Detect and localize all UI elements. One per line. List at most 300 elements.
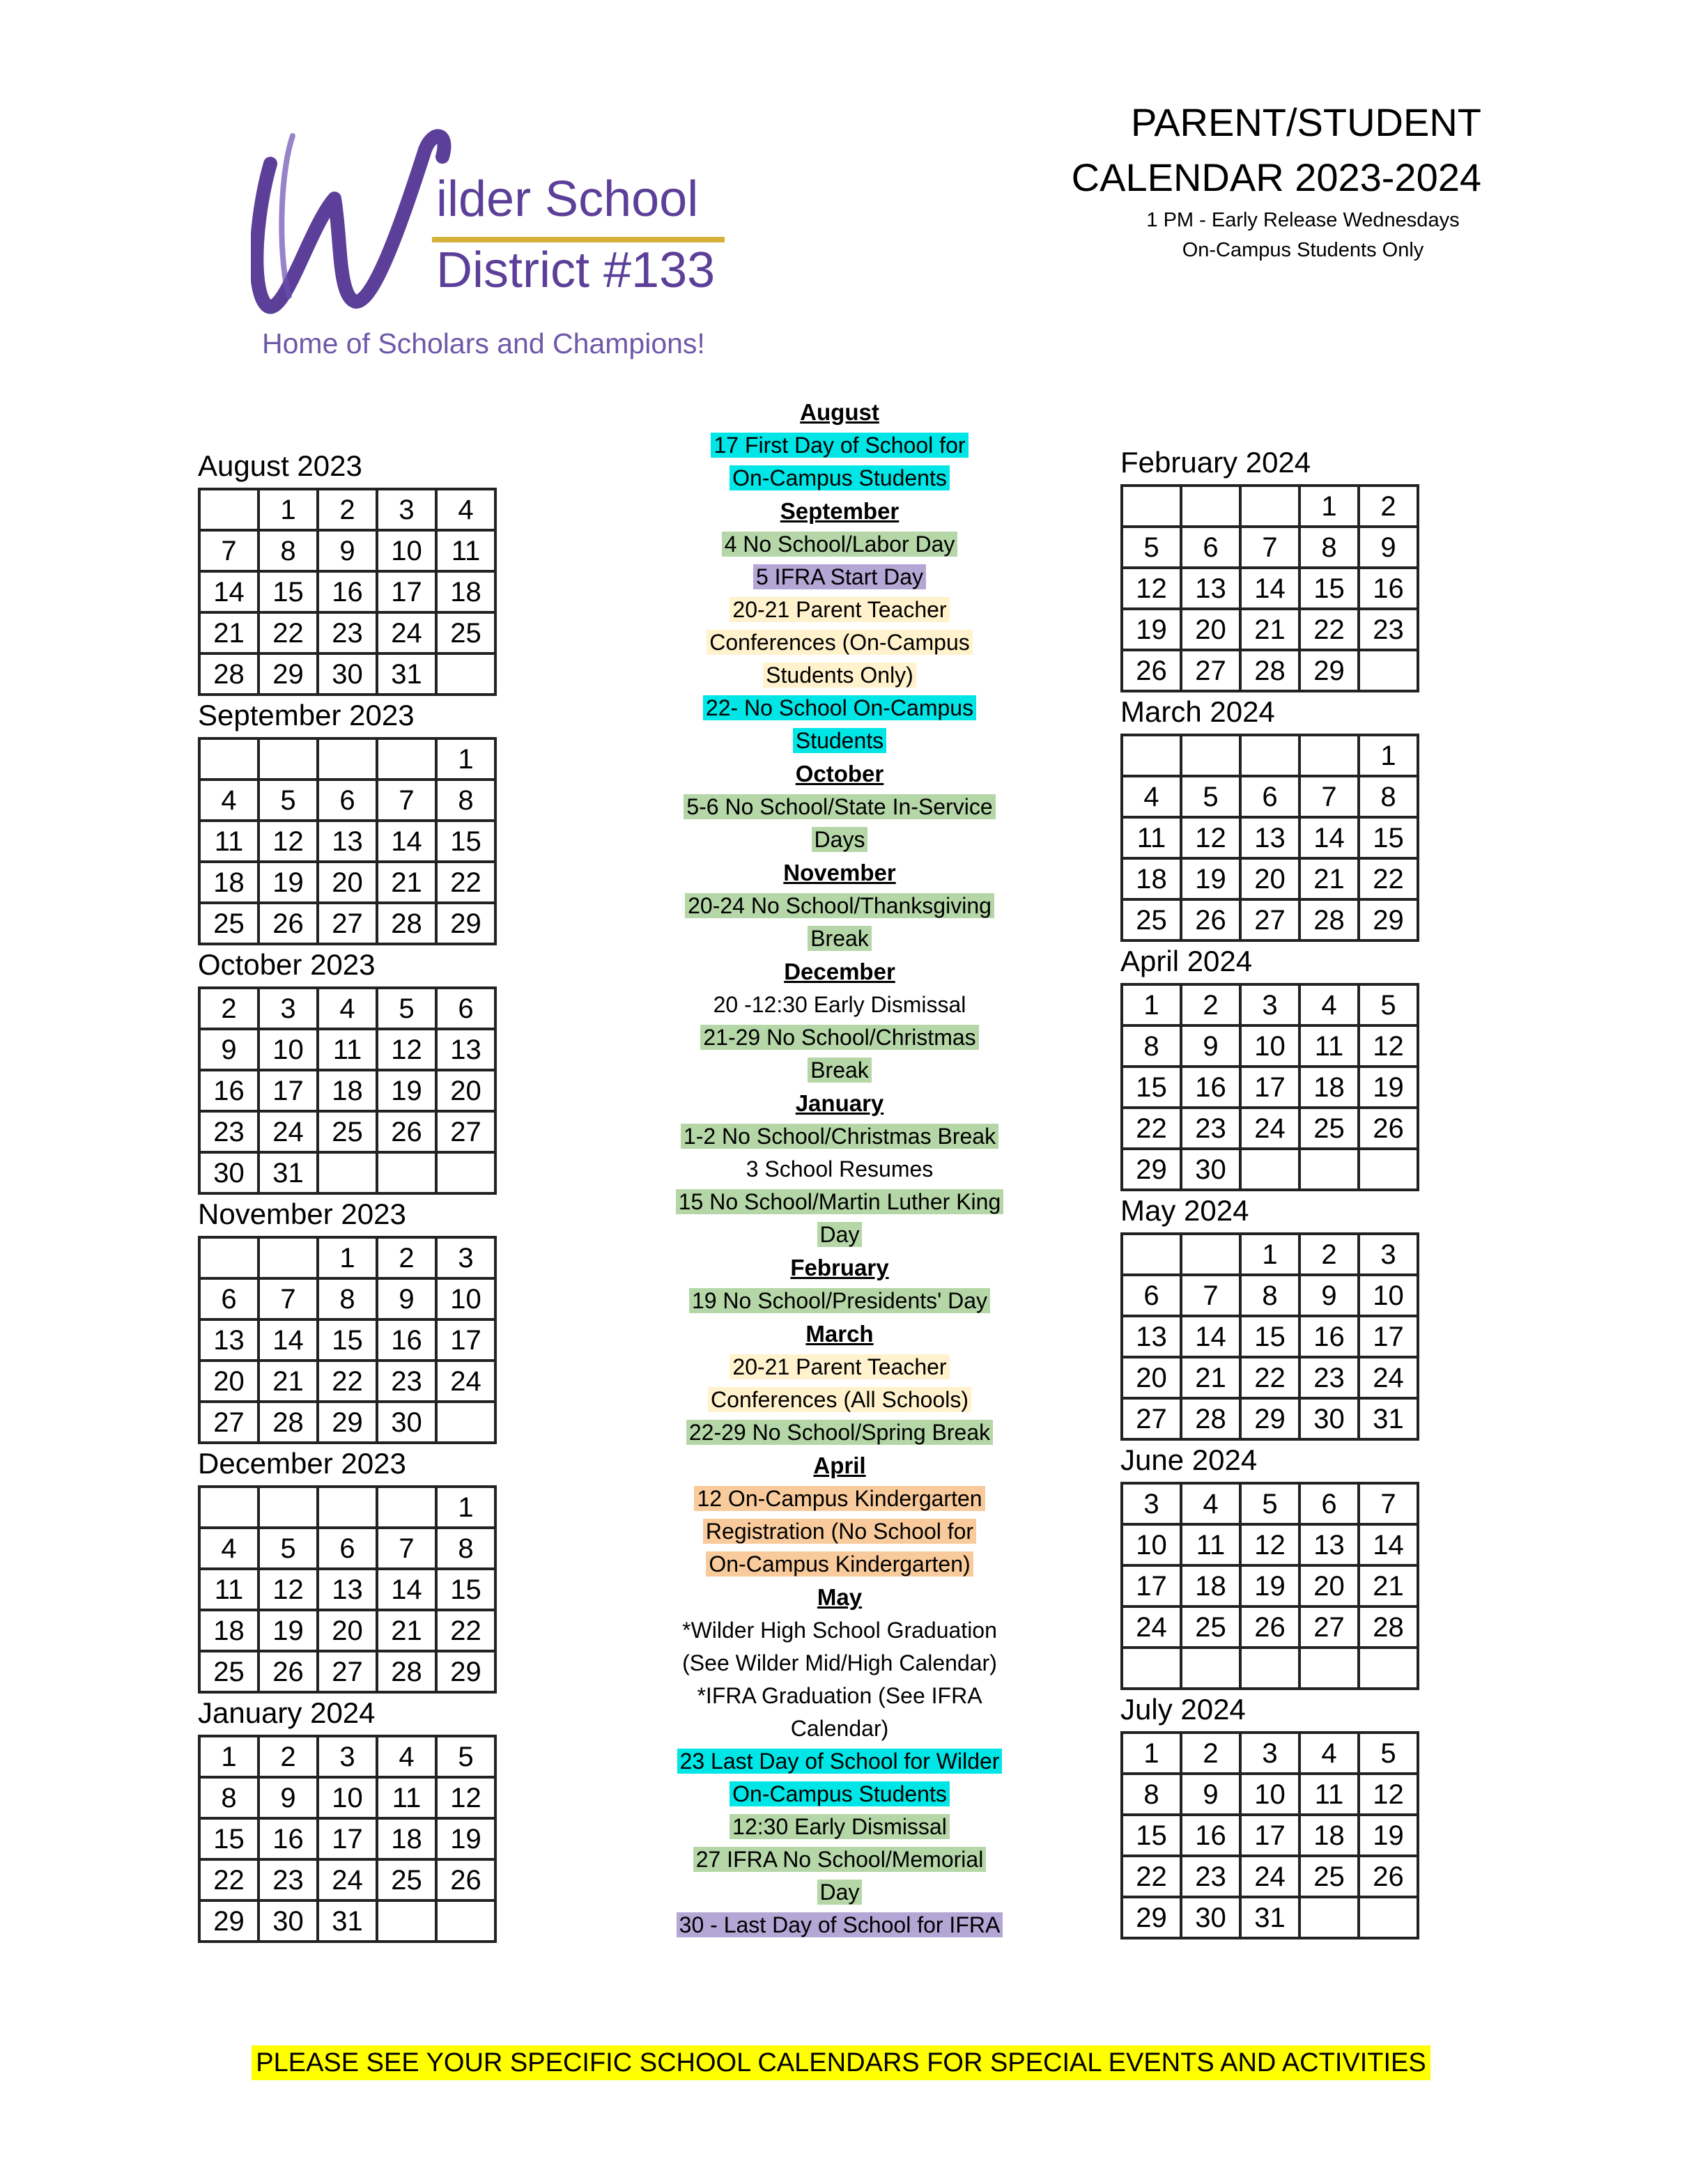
week-row [1122,735,1418,776]
footer-banner [0,2048,1682,2078]
month-calendar-grid [1120,734,1419,942]
day-cell: 8 [318,1278,377,1319]
day-cell [259,1237,318,1278]
day-cell: 23 [318,612,377,653]
day-cell [1122,1234,1181,1275]
week-row [1122,1149,1418,1190]
event-month-heading [648,757,1031,791]
day-cell: 2 [259,1736,318,1777]
event-text: *IFRA Graduation (See IFRA [697,1683,982,1708]
event-month-heading [648,1317,1031,1351]
day-cell: 10 [259,1029,318,1070]
day-cell: 18 [377,1818,436,1859]
day-cell: 29 [1299,650,1359,691]
event-text: 12:30 Early Dismissal [730,1814,950,1839]
header-note-line1: 1 PM - Early Release Wednesdays [1146,209,1460,231]
day-cell: 23 [377,1361,436,1402]
event-month-heading [648,955,1031,989]
day-cell [1359,1648,1418,1689]
day-cell [1240,486,1299,527]
day-cell: 4 [1299,1733,1359,1774]
day-cell: 18 [436,571,495,612]
week-row [199,1111,495,1152]
day-cell [199,1487,259,1528]
day-cell: 4 [436,489,495,530]
week-row [1122,1774,1418,1815]
event-line [648,1351,1031,1384]
week-row [1122,486,1418,527]
week-row [199,653,495,695]
day-cell: 7 [1299,776,1359,817]
day-cell: 7 [199,530,259,571]
week-row [1122,1067,1418,1108]
day-cell: 29 [1122,1897,1181,1938]
week-row [199,489,495,530]
event-line [648,922,1031,955]
day-cell: 5 [436,1736,495,1777]
event-line [648,1712,1031,1745]
day-cell: 9 [1181,1025,1240,1067]
event-line [648,429,1031,462]
event-text: Break [808,1058,872,1083]
day-cell: 12 [1181,817,1240,858]
day-cell: 13 [1122,1316,1181,1357]
event-text: 22- No School On-Campus [703,695,976,720]
day-cell: 21 [1299,858,1359,899]
day-cell: 25 [1299,1856,1359,1897]
day-cell: 28 [377,903,436,944]
event-text: On-Campus Students [730,465,950,490]
day-cell: 3 [1240,1733,1299,1774]
event-text: 1-2 No School/Christmas Break [681,1124,998,1149]
day-cell: 15 [1359,817,1418,858]
day-cell: 9 [1299,1275,1359,1316]
day-cell: 19 [1181,858,1240,899]
day-cell: 9 [1359,527,1418,568]
day-cell: 11 [1299,1025,1359,1067]
day-cell: 11 [1181,1524,1240,1565]
day-cell: 6 [318,780,377,821]
event-line [648,791,1031,823]
event-text: January [795,1090,884,1116]
event-text: December [784,959,895,984]
month-title: October 2023 [198,948,376,981]
day-cell: 30 [259,1900,318,1942]
day-cell: 25 [1299,1108,1359,1149]
day-cell [318,1152,377,1193]
day-cell [1122,1648,1181,1689]
week-row [199,1237,495,1278]
day-cell: 27 [199,1402,259,1443]
day-cell: 29 [1359,899,1418,940]
day-cell: 15 [1122,1815,1181,1856]
event-text: 22-29 No School/Spring Break [686,1420,993,1445]
day-cell: 13 [318,821,377,862]
event-line [648,626,1031,659]
day-cell: 14 [1240,568,1299,609]
event-month-heading [648,495,1031,528]
day-cell [1299,1648,1359,1689]
district-logo [251,122,753,373]
day-cell: 4 [318,988,377,1029]
day-cell: 5 [1181,776,1240,817]
day-cell: 30 [1181,1149,1240,1190]
day-cell: 15 [259,571,318,612]
day-cell: 20 [318,862,377,903]
event-text: 15 No School/Martin Luther King [676,1189,1003,1214]
day-cell: 7 [377,780,436,821]
day-cell [259,738,318,780]
day-cell: 31 [318,1900,377,1942]
day-cell: 21 [377,1610,436,1651]
day-cell: 24 [259,1111,318,1152]
event-line [648,823,1031,856]
day-cell: 6 [436,988,495,1029]
day-cell: 23 [1359,609,1418,650]
day-cell: 8 [259,530,318,571]
day-cell: 3 [1122,1483,1181,1524]
event-text: Days [812,827,868,852]
event-line [648,594,1031,626]
day-cell: 17 [318,1818,377,1859]
day-cell: 3 [318,1736,377,1777]
logo-tagline: Home of Scholars and Champions! [262,327,705,359]
day-cell: 19 [259,862,318,903]
week-row [199,1777,495,1818]
day-cell: 12 [377,1029,436,1070]
day-cell [199,1237,259,1278]
day-cell: 15 [199,1818,259,1859]
day-cell: 5 [1359,1733,1418,1774]
day-cell: 26 [1359,1108,1418,1149]
day-cell: 27 [318,903,377,944]
day-cell: 10 [1240,1774,1299,1815]
event-text: Students [793,728,886,753]
day-cell: 22 [1299,609,1359,650]
day-cell: 13 [1181,568,1240,609]
day-cell: 3 [1359,1234,1418,1275]
day-cell: 28 [1240,650,1299,691]
day-cell: 25 [199,903,259,944]
week-row [1122,1398,1418,1439]
day-cell: 15 [1240,1316,1299,1357]
event-line [648,1218,1031,1251]
day-cell: 10 [377,530,436,571]
day-cell: 31 [1240,1897,1299,1938]
week-row [199,1859,495,1900]
month-title: December 2023 [198,1447,406,1480]
day-cell: 28 [377,1651,436,1692]
page-title-line1: PARENT/STUDENT [1131,100,1481,144]
day-cell: 27 [436,1111,495,1152]
day-cell: 1 [318,1237,377,1278]
events-list [648,396,1031,1942]
day-cell: 23 [1181,1856,1240,1897]
day-cell: 17 [1122,1565,1181,1606]
event-text: On-Campus Students [730,1781,950,1806]
day-cell: 19 [1359,1067,1418,1108]
day-cell: 8 [1122,1774,1181,1815]
event-text: August [800,399,879,425]
day-cell: 5 [377,988,436,1029]
event-month-heading [648,856,1031,890]
day-cell: 24 [436,1361,495,1402]
event-line [648,692,1031,725]
week-row [199,1070,495,1111]
day-cell: 26 [436,1859,495,1900]
day-cell: 17 [1240,1067,1299,1108]
day-cell: 3 [1240,984,1299,1025]
day-cell [377,1152,436,1193]
day-cell: 7 [377,1528,436,1569]
day-cell: 22 [259,612,318,653]
day-cell [436,653,495,695]
day-cell: 11 [199,821,259,862]
month-title: March 2024 [1120,695,1275,728]
day-cell: 20 [1122,1357,1181,1398]
month-title: May 2024 [1120,1194,1249,1227]
event-line [648,462,1031,495]
day-cell: 31 [377,653,436,695]
event-line [648,1778,1031,1811]
day-cell: 28 [1181,1398,1240,1439]
month-title: April 2024 [1120,945,1253,977]
event-text: 20-21 Parent Teacher [730,597,949,622]
week-row [1122,609,1418,650]
day-cell: 19 [1122,609,1181,650]
day-cell: 17 [259,1070,318,1111]
day-cell: 29 [1240,1398,1299,1439]
day-cell: 7 [1181,1275,1240,1316]
w-script-icon [251,122,460,324]
day-cell: 1 [1122,1733,1181,1774]
day-cell: 6 [1240,776,1299,817]
day-cell: 20 [1240,858,1299,899]
day-cell: 29 [1122,1149,1181,1190]
month-title: February 2024 [1120,446,1311,479]
event-line [648,1745,1031,1778]
day-cell: 15 [436,821,495,862]
month-title: June 2024 [1120,1443,1258,1476]
event-line [648,1515,1031,1548]
day-cell: 16 [318,571,377,612]
event-text: 4 No School/Labor Day [722,532,958,557]
day-cell: 13 [318,1569,377,1610]
event-text: Students Only) [763,663,916,688]
event-text: April [813,1453,866,1478]
day-cell: 6 [1122,1275,1181,1316]
event-line [648,659,1031,692]
day-cell: 2 [1359,486,1418,527]
day-cell: 12 [259,1569,318,1610]
day-cell: 14 [1299,817,1359,858]
day-cell: 6 [318,1528,377,1569]
event-text: February [790,1255,889,1280]
day-cell: 29 [259,653,318,695]
logo-name-line1: ilder School [436,171,699,227]
event-month-heading [648,1449,1031,1482]
week-row [1122,650,1418,691]
week-row [199,1152,495,1193]
day-cell: 11 [1299,1774,1359,1815]
day-cell: 25 [1122,899,1181,940]
day-cell: 15 [1299,568,1359,609]
day-cell: 17 [1240,1815,1299,1856]
week-row [1122,1648,1418,1689]
week-row [1122,1897,1418,1938]
day-cell: 20 [436,1070,495,1111]
day-cell: 17 [1359,1316,1418,1357]
day-cell: 10 [1122,1524,1181,1565]
day-cell: 27 [1299,1606,1359,1648]
event-text: 12 On-Campus Kindergarten [694,1486,985,1511]
day-cell: 8 [1299,527,1359,568]
day-cell: 16 [1359,568,1418,609]
day-cell: 18 [1122,858,1181,899]
event-text: March [805,1321,874,1347]
week-row [199,1278,495,1319]
day-cell: 29 [318,1402,377,1443]
day-cell: 22 [318,1361,377,1402]
week-row [199,571,495,612]
day-cell: 14 [377,1569,436,1610]
day-cell [199,738,259,780]
event-line [648,528,1031,561]
day-cell [436,1900,495,1942]
day-cell: 29 [436,1651,495,1692]
day-cell: 18 [1181,1565,1240,1606]
day-cell: 7 [259,1278,318,1319]
event-text: Calendar) [790,1716,889,1741]
day-cell: 12 [1122,568,1181,609]
day-cell: 15 [318,1319,377,1361]
week-row [199,862,495,903]
day-cell: 5 [1122,527,1181,568]
day-cell: 22 [1122,1108,1181,1149]
day-cell [1181,735,1240,776]
day-cell: 5 [1359,984,1418,1025]
event-text: 20-24 No School/Thanksgiving [685,893,994,918]
week-row [199,1487,495,1528]
day-cell: 19 [259,1610,318,1651]
day-cell: 16 [377,1319,436,1361]
day-cell: 24 [1240,1108,1299,1149]
week-row [199,1900,495,1942]
month-calendar-grid [198,1735,497,1943]
day-cell: 9 [1181,1774,1240,1815]
day-cell [1359,1149,1418,1190]
day-cell: 3 [436,1237,495,1278]
day-cell: 18 [199,862,259,903]
day-cell: 24 [1122,1606,1181,1648]
day-cell: 5 [259,780,318,821]
day-cell: 8 [1240,1275,1299,1316]
event-line [648,1647,1031,1680]
week-row [199,903,495,944]
day-cell: 25 [436,612,495,653]
day-cell: 16 [1181,1815,1240,1856]
day-cell: 1 [1359,735,1418,776]
day-cell: 18 [318,1070,377,1111]
month-title: September 2023 [198,699,415,731]
event-text: (See Wilder Mid/High Calendar) [682,1650,997,1675]
day-cell: 10 [318,1777,377,1818]
month-calendar-grid [198,737,497,945]
page-title-line2: CALENDAR 2023-2024 [1071,155,1481,199]
event-month-heading [648,1581,1031,1614]
day-cell: 2 [318,489,377,530]
month-calendar-grid [198,1485,497,1694]
day-cell [1181,486,1240,527]
event-line [648,561,1031,594]
day-cell: 14 [1181,1316,1240,1357]
day-cell: 15 [436,1569,495,1610]
day-cell: 29 [436,903,495,944]
day-cell: 8 [1359,776,1418,817]
day-cell: 14 [199,571,259,612]
day-cell: 24 [318,1859,377,1900]
day-cell: 11 [199,1569,259,1610]
day-cell: 29 [199,1900,259,1942]
day-cell: 31 [1359,1398,1418,1439]
month-calendar-grid [1120,1232,1419,1441]
week-row [199,530,495,571]
event-text: October [795,761,884,787]
week-row [199,1029,495,1070]
day-cell: 10 [1359,1275,1418,1316]
day-cell [377,1900,436,1942]
day-cell [436,1402,495,1443]
day-cell: 16 [199,1070,259,1111]
day-cell [1359,650,1418,691]
week-row [1122,1108,1418,1149]
week-row [1122,1483,1418,1524]
day-cell: 17 [436,1319,495,1361]
week-row [1122,568,1418,609]
day-cell: 1 [1299,486,1359,527]
day-cell [1122,486,1181,527]
day-cell: 30 [318,653,377,695]
day-cell: 25 [199,1651,259,1692]
day-cell: 30 [377,1402,436,1443]
week-row [199,1651,495,1692]
week-row [1122,1565,1418,1606]
month-calendar-grid [1120,1731,1419,1939]
day-cell: 22 [1122,1856,1181,1897]
day-cell: 25 [318,1111,377,1152]
day-cell: 19 [436,1818,495,1859]
day-cell: 11 [377,1777,436,1818]
day-cell: 18 [1299,1815,1359,1856]
day-cell [199,489,259,530]
event-text: 30 - Last Day of School for IFRA [677,1912,1003,1937]
day-cell: 2 [1181,1733,1240,1774]
event-line [648,1482,1031,1515]
event-line [648,1153,1031,1186]
day-cell: 1 [199,1736,259,1777]
day-cell: 1 [436,738,495,780]
day-cell: 16 [259,1818,318,1859]
day-cell [377,1487,436,1528]
event-line [648,1021,1031,1054]
week-row [1122,776,1418,817]
day-cell: 27 [1122,1398,1181,1439]
day-cell: 20 [318,1610,377,1651]
day-cell: 21 [377,862,436,903]
day-cell: 8 [1122,1025,1181,1067]
day-cell: 8 [436,780,495,821]
event-text: May [817,1584,863,1610]
